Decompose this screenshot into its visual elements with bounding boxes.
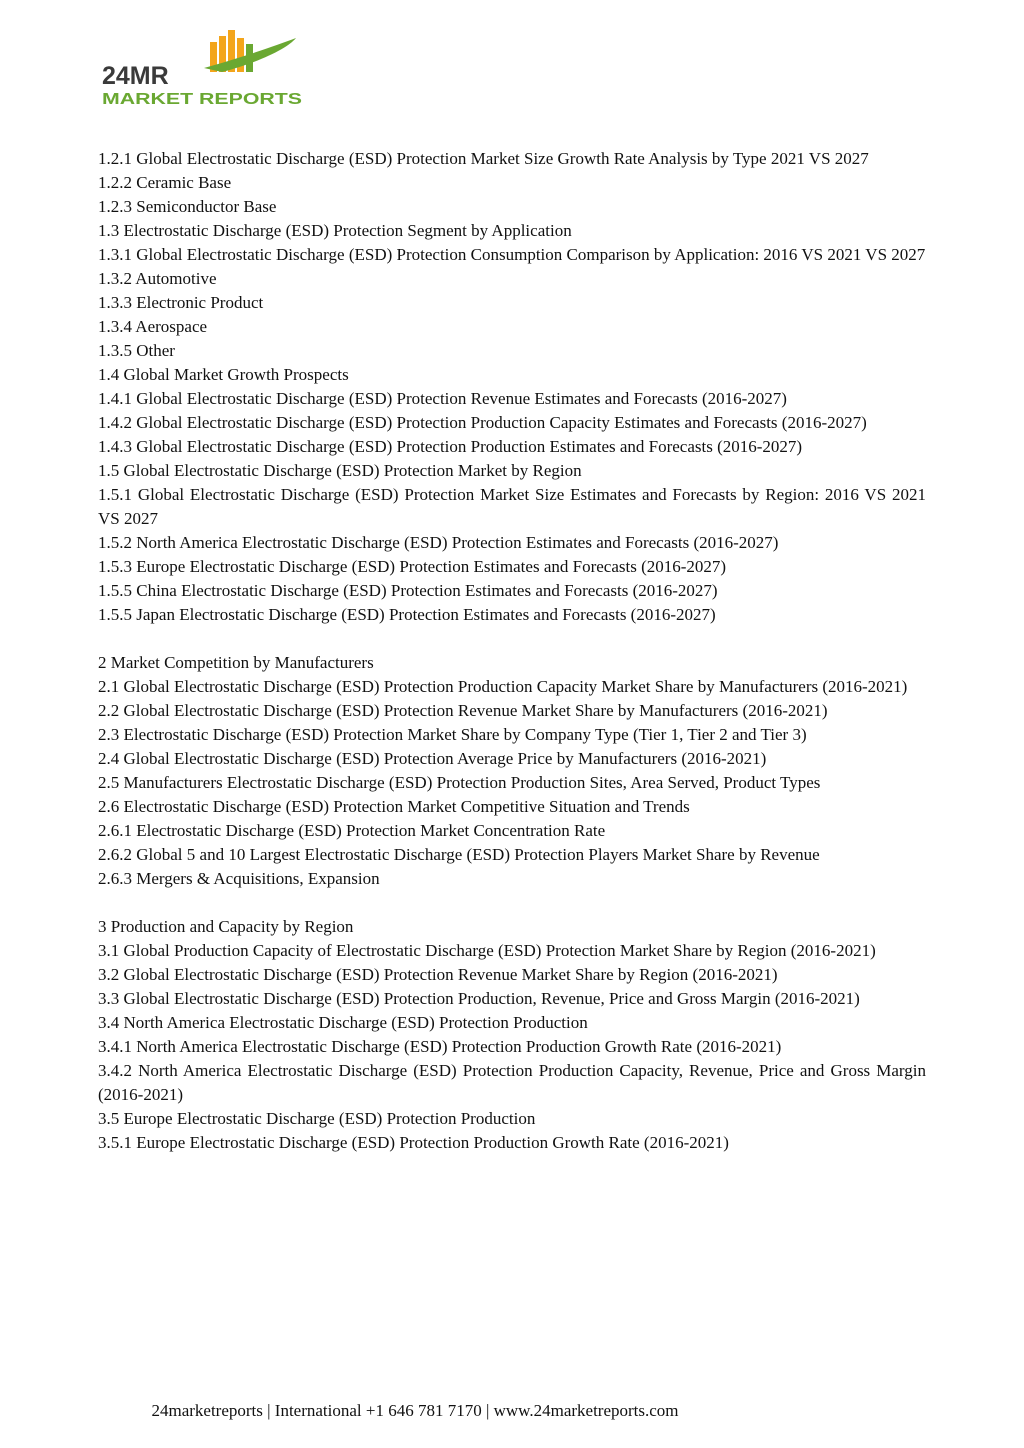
toc-entry: 3.4 North America Electrostatic Discharge (ESD) Protection Production	[98, 1013, 588, 1032]
toc-entry: 2.5 Manufacturers Electrostatic Discharge (ESD) Protection Production Sites, Area Served, Product Types	[98, 773, 821, 792]
table-of-contents	[98, 147, 926, 1155]
toc-entry: 1.4.2 Global Electrostatic Discharge (ESD) Protection Production Capacity Estimates and Forecasts (2016-2027)	[98, 413, 867, 432]
toc-entry: 1.4 Global Market Growth Prospects	[98, 365, 349, 384]
logo-text-24mr: 24MR	[102, 62, 169, 90]
toc-entry: 2 Market Competition by Manufacturers	[98, 653, 374, 672]
toc-entry: 1.5.2 North America Electrostatic Discharge (ESD) Protection Estimates and Forecasts (2016-2027)	[98, 533, 779, 552]
toc-entry: 2.6.3 Mergers & Acquisitions, Expansion	[98, 869, 380, 888]
toc-entry: 3.5 Europe Electrostatic Discharge (ESD) Protection Production	[98, 1109, 536, 1128]
toc-entry: 3.3 Global Electrostatic Discharge (ESD) Protection Production, Revenue, Price and Gross Margin (2016-2021)	[98, 989, 860, 1008]
section-spacer	[98, 891, 926, 915]
toc-entry: 2.3 Electrostatic Discharge (ESD) Protection Market Share by Company Type (Tier 1, Tier 2 and Tier 3)	[98, 725, 807, 744]
toc-section-3	[98, 915, 926, 1155]
toc-entry: 1.4.3 Global Electrostatic Discharge (ESD) Protection Production Estimates and Forecasts (2016-2027)	[98, 437, 803, 456]
toc-entry: 1.2.3 Semiconductor Base	[98, 197, 277, 216]
toc-entry: 1.2.2 Ceramic Base	[98, 173, 232, 192]
toc-entry: 1.2.1 Global Electrostatic Discharge (ESD) Protection Market Size Growth Rate Analysis by Type 2021 VS 2027	[98, 149, 869, 168]
toc-entry: 1.5.5 Japan Electrostatic Discharge (ESD) Protection Estimates and Forecasts (2016-2027)	[98, 605, 716, 624]
toc-entry: 3.1 Global Production Capacity of Electrostatic Discharge (ESD) Protection Market Share by Region (2016-2021)	[98, 941, 876, 960]
toc-entry: 1.4.1 Global Electrostatic Discharge (ESD) Protection Revenue Estimates and Forecasts (2016-2027)	[98, 389, 787, 408]
toc-entry: 1.5 Global Electrostatic Discharge (ESD) Protection Market by Region	[98, 461, 582, 480]
toc-entry: 3.2 Global Electrostatic Discharge (ESD) Protection Revenue Market Share by Region (2016-2021)	[98, 965, 778, 984]
toc-entry: 1.3.4 Aerospace	[98, 317, 208, 336]
toc-section-2	[98, 651, 926, 891]
toc-entry: 1.3.1 Global Electrostatic Discharge (ESD) Protection Consumption Comparison by Application: 2016 VS 2021 VS 2027	[98, 245, 926, 264]
toc-entry: 2.6.2 Global 5 and 10 Largest Electrostatic Discharge (ESD) Protection Players Market Share by Revenue	[98, 845, 820, 864]
toc-entry: 2.1 Global Electrostatic Discharge (ESD) Protection Production Capacity Market Share by Manufacturers (2016-2021)	[98, 677, 908, 696]
logo-text-market-reports: MARKET REPORTS	[102, 91, 303, 108]
toc-entry: 2.6.1 Electrostatic Discharge (ESD) Protection Market Concentration Rate	[98, 821, 606, 840]
toc-entry: 1.3.3 Electronic Product	[98, 293, 264, 312]
toc-entry: 3.5.1 Europe Electrostatic Discharge (ESD) Protection Production Growth Rate (2016-2021)	[98, 1133, 729, 1152]
toc-entry: 3 Production and Capacity by Region	[98, 917, 354, 936]
toc-entry: 1.3.5 Other	[98, 341, 175, 360]
toc-entry: 2.6 Electrostatic Discharge (ESD) Protection Market Competitive Situation and Trends	[98, 797, 690, 816]
toc-entry: 2.4 Global Electrostatic Discharge (ESD) Protection Average Price by Manufacturers (2016-2021)	[98, 749, 767, 768]
company-logo	[100, 28, 305, 108]
toc-entry: 1.3.2 Automotive	[98, 269, 217, 288]
toc-entry: 2.2 Global Electrostatic Discharge (ESD) Protection Revenue Market Share by Manufacturers (2016-2021)	[98, 701, 828, 720]
toc-entry: 1.3 Electrostatic Discharge (ESD) Protection Segment by Application	[98, 221, 572, 240]
page-footer: 24marketreports | International +1 646 781 7170 | www.24marketreports.com	[151, 1401, 679, 1420]
toc-entry: 1.5.3 Europe Electrostatic Discharge (ESD) Protection Estimates and Forecasts (2016-2027)	[98, 557, 727, 576]
toc-entry: 3.4.1 North America Electrostatic Discharge (ESD) Protection Production Growth Rate (2016-2021)	[98, 1037, 782, 1056]
section-spacer	[98, 627, 926, 651]
toc-entry: 3.4.2 North America Electrostatic Discharge (ESD) Protection Production Capacity, Revenue, Price and Gross Margin (2016-2021)	[98, 1061, 926, 1104]
toc-section-1	[98, 147, 926, 627]
toc-entry: 1.5.1 Global Electrostatic Discharge (ESD) Protection Market Size Estimates and Forecasts by Region: 2016 VS 2021 VS 2027	[98, 485, 926, 528]
toc-entry: 1.5.5 China Electrostatic Discharge (ESD) Protection Estimates and Forecasts (2016-2027)	[98, 581, 718, 600]
